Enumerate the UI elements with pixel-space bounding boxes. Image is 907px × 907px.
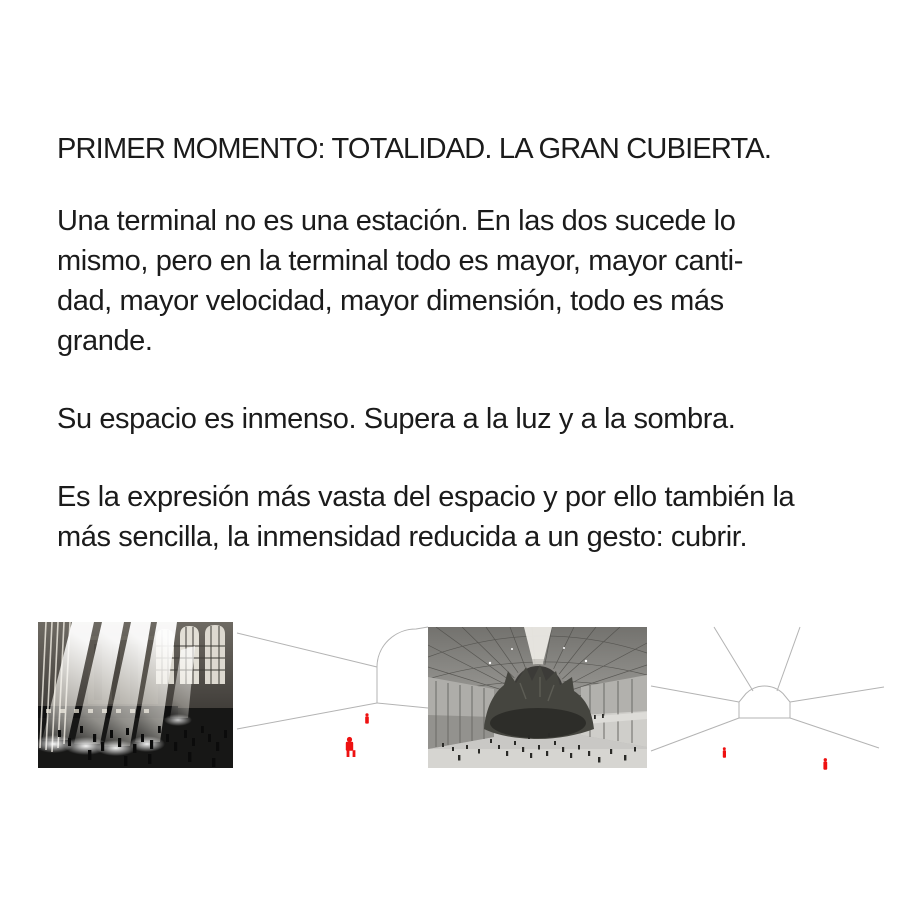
text-line: Una terminal no es una estación. En las dos sucede lo bbox=[57, 205, 736, 237]
text-line: mismo, pero en la terminal todo es mayor, mayor canti- bbox=[57, 245, 743, 277]
ray-top-left bbox=[714, 627, 753, 691]
sketch-lines bbox=[237, 627, 428, 729]
ray-bottom-right bbox=[790, 718, 879, 748]
page-title: PRIMER MOMENTO: TOTALIDAD. LA GRAN CUBIERTA. bbox=[57, 133, 772, 165]
floor-edge-left-line bbox=[237, 703, 377, 729]
paragraph-2 bbox=[57, 399, 735, 439]
text-line: Su espacio es inmenso. Supera a la luz y a la sombra. bbox=[57, 403, 736, 435]
paragraph-1 bbox=[57, 201, 743, 361]
text-line: dad, mayor velocidad, mayor dimensión, todo es más bbox=[57, 285, 724, 317]
sketch-lines bbox=[651, 627, 884, 751]
vault-perspective-sketch bbox=[648, 622, 887, 770]
ray-bottom-left bbox=[651, 718, 739, 751]
text-line: más sencilla, la inmensidad reducida a un gesto: cubrir. bbox=[57, 521, 748, 553]
ceiling-edge-line bbox=[237, 633, 377, 667]
concourse-floor bbox=[428, 749, 647, 768]
right-wall bbox=[581, 675, 647, 747]
atocha-station-photo bbox=[428, 627, 647, 768]
ray-right bbox=[790, 687, 884, 702]
hall-perspective-sketch bbox=[233, 622, 428, 770]
cove-curve-line bbox=[377, 627, 428, 667]
left-wall bbox=[428, 677, 494, 749]
red-scale-figure-left bbox=[723, 747, 726, 757]
ray-left bbox=[651, 686, 739, 702]
red-scale-figure-right bbox=[823, 758, 827, 770]
vault-end-outline bbox=[739, 686, 790, 718]
floor-edge-right-line bbox=[377, 703, 428, 708]
text-line: Es la expresión más vasta del espacio y por ello también la bbox=[57, 481, 795, 513]
text-line: grande. bbox=[57, 325, 153, 357]
ray-top-right bbox=[777, 627, 800, 691]
paragraph-3 bbox=[57, 477, 794, 557]
red-scale-figure-large bbox=[346, 737, 356, 757]
red-scale-figure-small bbox=[365, 713, 369, 723]
grand-central-photo bbox=[38, 622, 233, 768]
